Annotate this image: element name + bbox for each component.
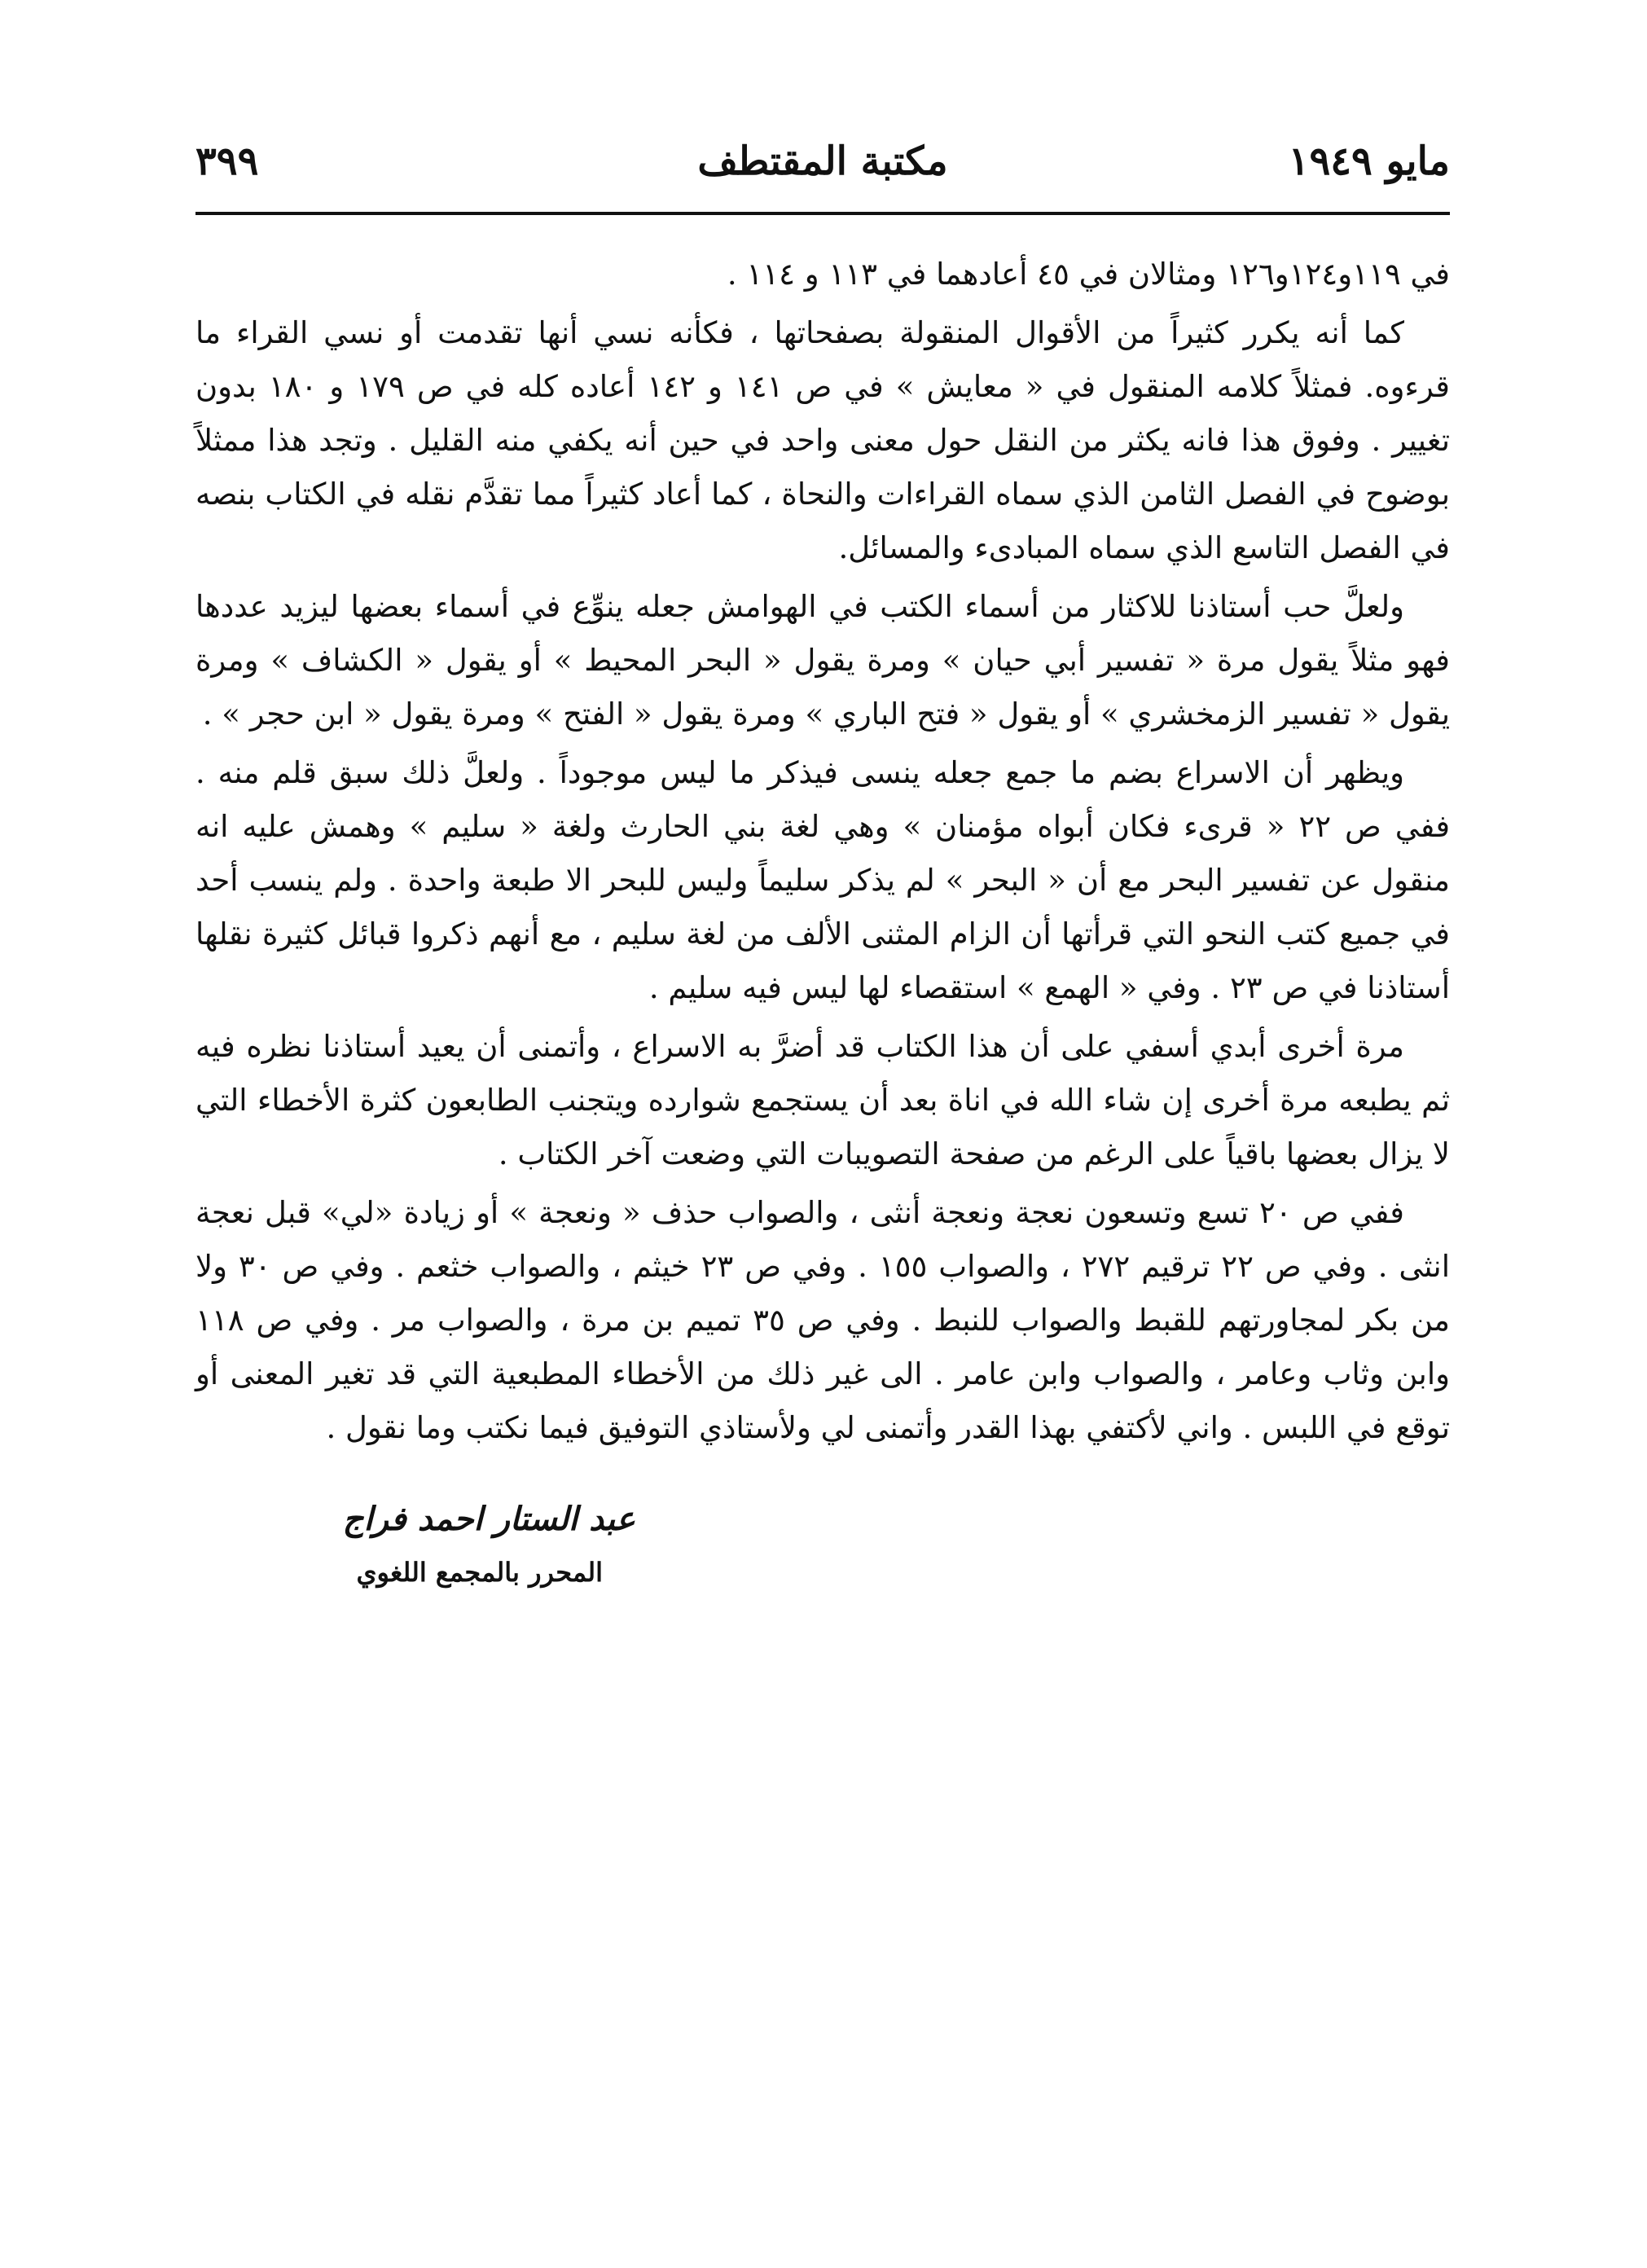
page-header bbox=[195, 122, 1450, 215]
paragraph: كما أنه يكرر كثيراً من الأقوال المنقولة بصفحاتها ، فكأنه نسي أنها تقدمت أو نسي القراء ما قرءوه. فمثلاً كلامه المنقول في « معايش » في ص ١٤١ و ١٤٢ أعاده كله في ص ١٧٩ و ١٨٠ بدون تغيير . وفوق هذا فانه يكثر من النقل حول معنى واحد في حين أنه يكفي منه القليل . وتجد هذا ممثلاً بوضوح في الفصل الثامن الذي سماه القراءات والنحاة ، كما أعاد كثيراً مما تقدَّم نقله في الكتاب بنصه في الفصل التاسع الذي سماه المبادىء والمسائل. bbox=[195, 315, 1450, 565]
author-name: عبد الستار احمد فراج bbox=[342, 1500, 635, 1538]
paragraph: ولعلَّ حب أستاذنا للاكثار من أسماء الكتب في الهوامش جعله ينوِّع في أسماء بعضها ليزيد عددها فهو مثلاً يقول مرة « تفسير أبي حيان » ومرة يقول « البحر المحيط » أو يقول « الكشاف » ومرة يقول « تفسير الزمخشري » أو يقول « فتح الباري » ومرة يقول « الفتح » ومرة يقول « ابن حجر » . bbox=[195, 589, 1450, 732]
page-number: ٣٩٩ bbox=[195, 138, 259, 184]
document-page bbox=[195, 122, 1450, 2159]
section-title: مكتبة المقتطف bbox=[697, 138, 948, 184]
paragraph: في ١١٩و١٢٤و١٢٦ ومثالان في ٤٥ أعادهما في ١١٣ و ١١٤ . bbox=[727, 257, 1450, 292]
author-title: المحرر بالمجمع اللغوي bbox=[356, 1557, 603, 1588]
author-signature bbox=[195, 1491, 635, 1597]
paragraph: ويظهر أن الاسراع بضم ما جمع جعله ينسى فيذكر ما ليس موجوداً . ولعلَّ ذلك سبق قلم منه . ففي ص ٢٢ « قرىء فكان أبواه مؤمنان » وهي لغة بني الحارث ولغة « سليم » وهمش عليه انه منقول عن تفسير البحر مع أن « البحر » لم يذكر سليماً وليس للبحر الا طبعة واحدة . ولم ينسب أحد في جميع كتب النحو التي قرأتها أن الزام المثنى الألف من لغة سليم ، مع أنهم ذكروا قبائل كثيرة نقلها أستاذنا في ص ٢٣ . وفي « الهمع » استقصاء لها ليس فيه سليم . bbox=[195, 755, 1451, 1005]
article-body bbox=[195, 248, 1450, 1455]
issue-date: مايو ١٩٤٩ bbox=[1288, 138, 1450, 184]
paragraph: ففي ص ٢٠ تسع وتسعون نعجة ونعجة أنثى ، والصواب حذف « ونعجة » أو زيادة «لي» قبل نعجة انثى . وفي ص ٢٢ ترقيم ٢٧٢ ، والصواب ١٥٥ . وفي ص ٢٣ خيثم ، والصواب خثعم . وفي ص ٣٠ ولا من بكر لمجاورتهم للقبط والصواب للنبط . وفي ص ٣٥ تميم بن مرة ، والصواب مر . وفي ص ١١٨ وابن وثاب وعامر ، والصواب وابن عامر . الى غير ذلك من الأخطاء المطبعية التي قد تغير المعنى أو توقع في اللبس . واني لأكتفي بهذا القدر وأتمنى لي ولأستاذي التوفيق فيما نكتب وما نقول . bbox=[195, 1195, 1451, 1445]
paragraph: مرة أخرى أبدي أسفي على أن هذا الكتاب قد أضرَّ به الاسراع ، وأتمنى أن يعيد أستاذنا نظره فيه ثم يطبعه مرة أخرى إن شاء الله في اناة بعد أن يستجمع شوارده ويتجنب الطابعون كثرة الأخطاء التي لا يزال بعضها باقياً على الرغم من صفحة التصويبات التي وضعت آخر الكتاب . bbox=[195, 1029, 1450, 1171]
